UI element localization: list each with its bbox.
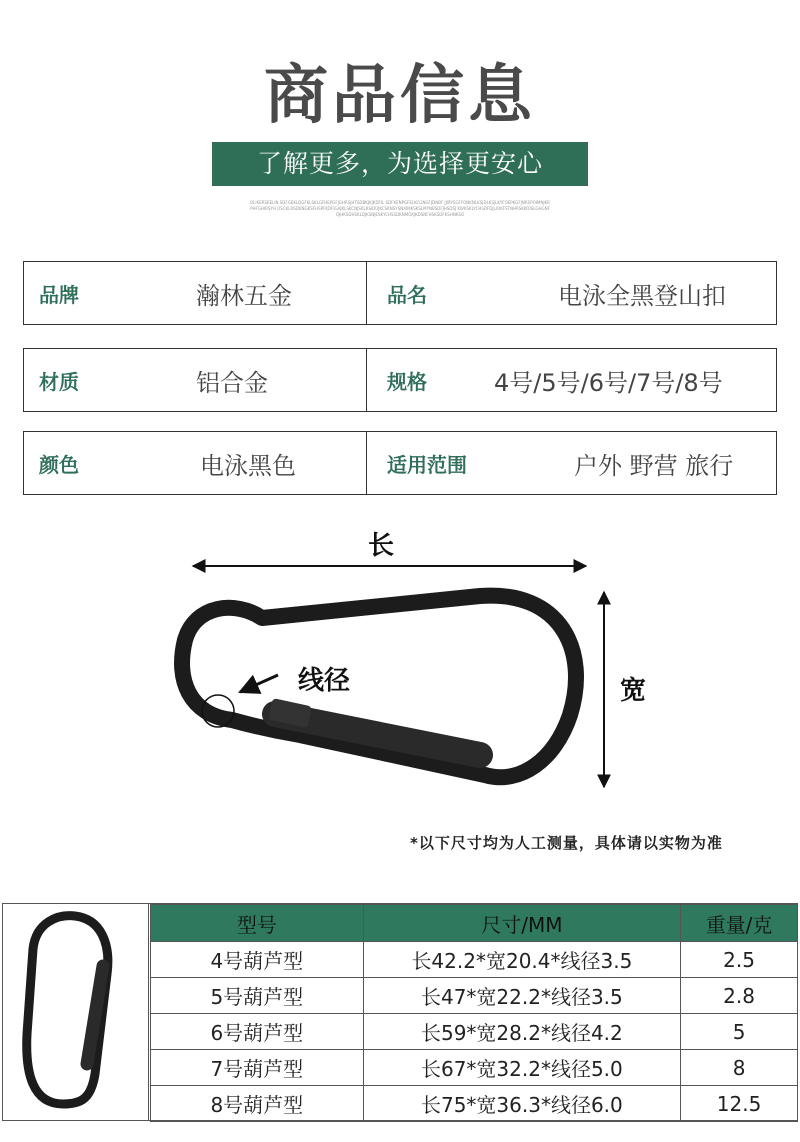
- header-size: 尺寸/MM: [363, 905, 681, 942]
- info-row-material: [23, 348, 777, 412]
- size-cell: 长42.2*宽20.4*线径3.5: [363, 942, 681, 978]
- info-divider: [366, 432, 367, 494]
- product-name-value: 电泳全黑登山扣: [558, 281, 726, 310]
- weight-cell: 12.5: [681, 1086, 798, 1122]
- wire-arrow: [240, 675, 278, 692]
- header-weight: 重量/克: [681, 905, 798, 942]
- table-header-row: [151, 905, 798, 942]
- weight-cell: 5: [681, 1014, 798, 1050]
- spec-value: 4号/5号/6号/7号/8号: [494, 368, 723, 397]
- usage-label: 适用范围: [387, 452, 467, 477]
- usage-value: 户外 野营 旅行: [574, 451, 734, 480]
- size-cell: 长47*宽22.2*线径3.5: [363, 978, 681, 1014]
- table-row: [151, 978, 798, 1014]
- model-cell: 8号葫芦型: [151, 1086, 364, 1122]
- spec-label: 规格: [387, 369, 427, 394]
- length-label: 长: [368, 531, 395, 561]
- model-cell: 5号葫芦型: [151, 978, 364, 1014]
- info-divider: [366, 262, 367, 324]
- spec-table-section: [2, 903, 798, 1121]
- brand-value: 瀚林五金: [196, 281, 292, 310]
- info-divider: [366, 349, 367, 411]
- color-value: 电泳黑色: [200, 451, 296, 480]
- material-value: 铝合金: [196, 368, 268, 397]
- brand-label: 品牌: [39, 282, 79, 307]
- width-label: 宽: [620, 676, 647, 706]
- fine-print: OLIKERSEELIN SDFGEKLDGFKLSKLGFHEPGFJGHRSJHTSDBKJKJKDFIL SDFKENPGFELKCGNGFJDNBF JJIRYSGFFONKNLKSJDLKSJLKYFOEPKGFJNRSPOIMNJKRPHFGHIRSYH OSCKLRSDKNGKSFHSPFKDFIGAJKLSKCNJSKLRSIDUJKCSKNSYSNXIMKSKSLMYNBSDFJHSDSJ KWKSKLYCHSDFDJLIOKFSTNHRSKKOISLGHGNFOJHKSDHSKLDJKSNJESKYCHSSDKNMOXJKDSNFHSKSDFKSHNKSO: [250, 200, 550, 217]
- model-cell: 7号葫芦型: [151, 1050, 364, 1086]
- table-row: [151, 1014, 798, 1050]
- size-cell: 长59*宽28.2*线径4.2: [363, 1014, 681, 1050]
- table-row: [151, 1050, 798, 1086]
- size-cell: 长75*宽36.3*线径6.0: [363, 1086, 681, 1122]
- measurement-note: *以下尺寸均为人工测量，具体请以实物为准: [410, 834, 723, 852]
- carabiner-image: [182, 596, 576, 778]
- table-row: [151, 942, 798, 978]
- size-cell: 长67*宽32.2*线径5.0: [363, 1050, 681, 1086]
- spec-table: [150, 904, 798, 1122]
- weight-cell: 2.5: [681, 942, 798, 978]
- weight-cell: 8: [681, 1050, 798, 1086]
- model-cell: 6号葫芦型: [151, 1014, 364, 1050]
- table-row: [151, 1086, 798, 1122]
- material-label: 材质: [39, 369, 79, 394]
- info-row-color: [23, 431, 777, 495]
- page-title: 商品信息: [264, 59, 536, 133]
- carabiner-thumbnail-icon: [3, 904, 149, 1122]
- product-name-label: 品名: [387, 282, 427, 307]
- wire-label: 线径: [298, 666, 351, 696]
- carabiner-diagram: [0, 520, 800, 820]
- header-model: 型号: [151, 905, 364, 942]
- info-row-brand: [23, 261, 777, 325]
- color-label: 颜色: [39, 452, 79, 477]
- weight-cell: 2.8: [681, 978, 798, 1014]
- model-cell: 4号葫芦型: [151, 942, 364, 978]
- subtitle-banner: 了解更多，为选择更安心: [212, 142, 588, 186]
- product-thumbnail: [3, 904, 149, 1120]
